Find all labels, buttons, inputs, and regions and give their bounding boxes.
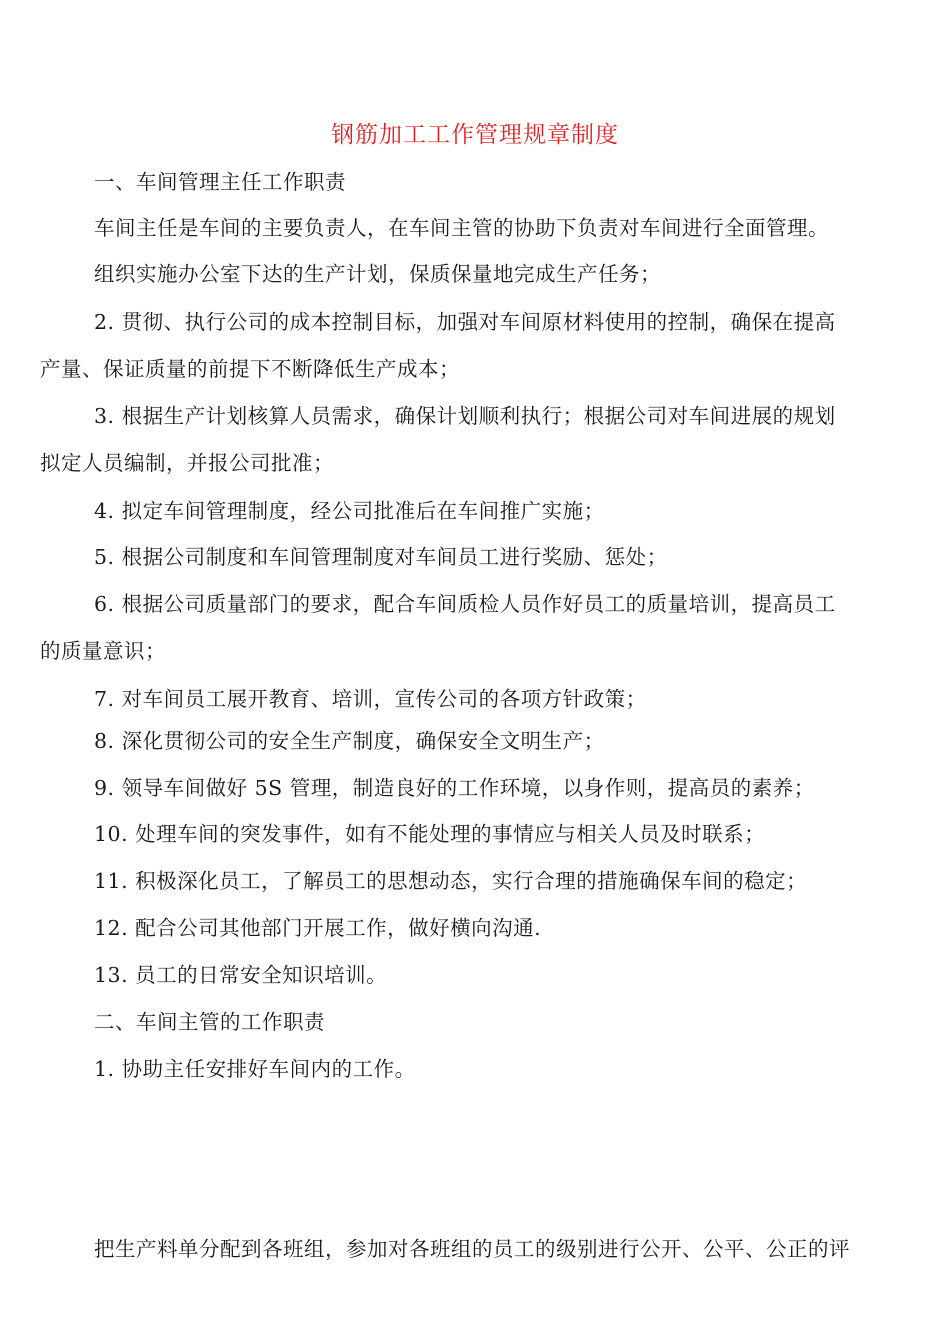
paragraph-line: 3. 根据生产计划核算人员需求，确保计划顺利执行；根据公司对车间进展的规划 bbox=[94, 404, 836, 428]
document-title: 钢筋加工工作管理规章制度 bbox=[331, 122, 619, 148]
paragraph-line: 6. 根据公司质量部门的要求，配合车间质检人员作好员工的质量培训，提高员工 bbox=[94, 592, 836, 616]
paragraph-line: 车间主任是车间的主要负责人，在车间主管的协助下负责对车间进行全面管理。 bbox=[94, 216, 829, 240]
section-heading-1: 一、车间管理主任工作职责 bbox=[94, 170, 346, 194]
paragraph-line: 组织实施办公室下达的生产计划，保质保量地完成生产任务； bbox=[94, 262, 661, 286]
paragraph-line: 12. 配合公司其他部门开展工作，做好横向沟通. bbox=[94, 916, 542, 940]
paragraph-line: 4. 拟定车间管理制度，经公司批准后在车间推广实施； bbox=[94, 499, 605, 523]
paragraph-line: 的质量意识； bbox=[40, 639, 166, 663]
paragraph-line: 1. 协助主任安排好车间内的工作。 bbox=[94, 1057, 416, 1081]
section-heading-2: 二、车间主管的工作职责 bbox=[94, 1010, 325, 1034]
paragraph-line: 10. 处理车间的突发事件，如有不能处理的事情应与相关人员及时联系； bbox=[94, 822, 766, 846]
paragraph-line: 13. 员工的日常安全知识培训。 bbox=[94, 963, 388, 987]
paragraph-line: 7. 对车间员工展开教育、培训，宣传公司的各项方针政策； bbox=[94, 687, 647, 711]
paragraph-line: 11. 积极深化员工，了解员工的思想动态，实行合理的措施确保车间的稳定； bbox=[94, 869, 808, 893]
paragraph-line: 8. 深化贯彻公司的安全生产制度，确保安全文明生产； bbox=[94, 729, 605, 753]
paragraph-line: 把生产料单分配到各班组，参加对各班组的员工的级别进行公开、公平、公正的评 bbox=[94, 1237, 850, 1261]
paragraph-line: 9. 领导车间做好 5S 管理，制造良好的工作环境，以身作则，提高员的素养； bbox=[94, 776, 815, 800]
paragraph-line: 产量、保证质量的前提下不断降低生产成本； bbox=[40, 357, 460, 381]
paragraph-line: 2. 贯彻、执行公司的成本控制目标，加强对车间原材料使用的控制，确保在提高 bbox=[94, 310, 836, 334]
paragraph-line: 拟定人员编制，并报公司批准； bbox=[40, 451, 334, 475]
paragraph-line: 5. 根据公司制度和车间管理制度对车间员工进行奖励、惩处； bbox=[94, 545, 668, 569]
